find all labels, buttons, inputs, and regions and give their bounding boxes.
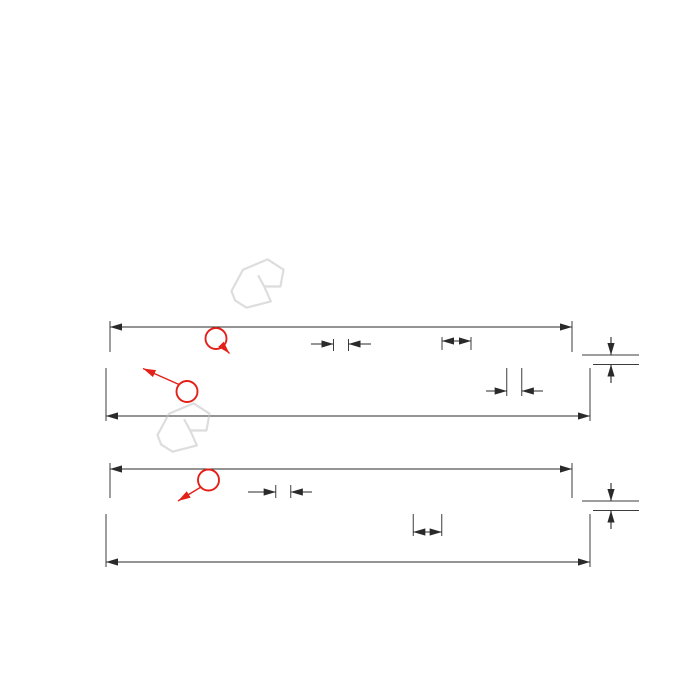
brand-logo-icon — [153, 401, 215, 454]
label-side-r-circle — [198, 470, 219, 491]
cross-section-side-r — [106, 463, 639, 567]
watermark-layer — [153, 257, 289, 454]
brand-logo-icon — [227, 257, 289, 310]
label-side-b-circle — [206, 328, 227, 349]
label-side-a-circle — [177, 381, 198, 402]
